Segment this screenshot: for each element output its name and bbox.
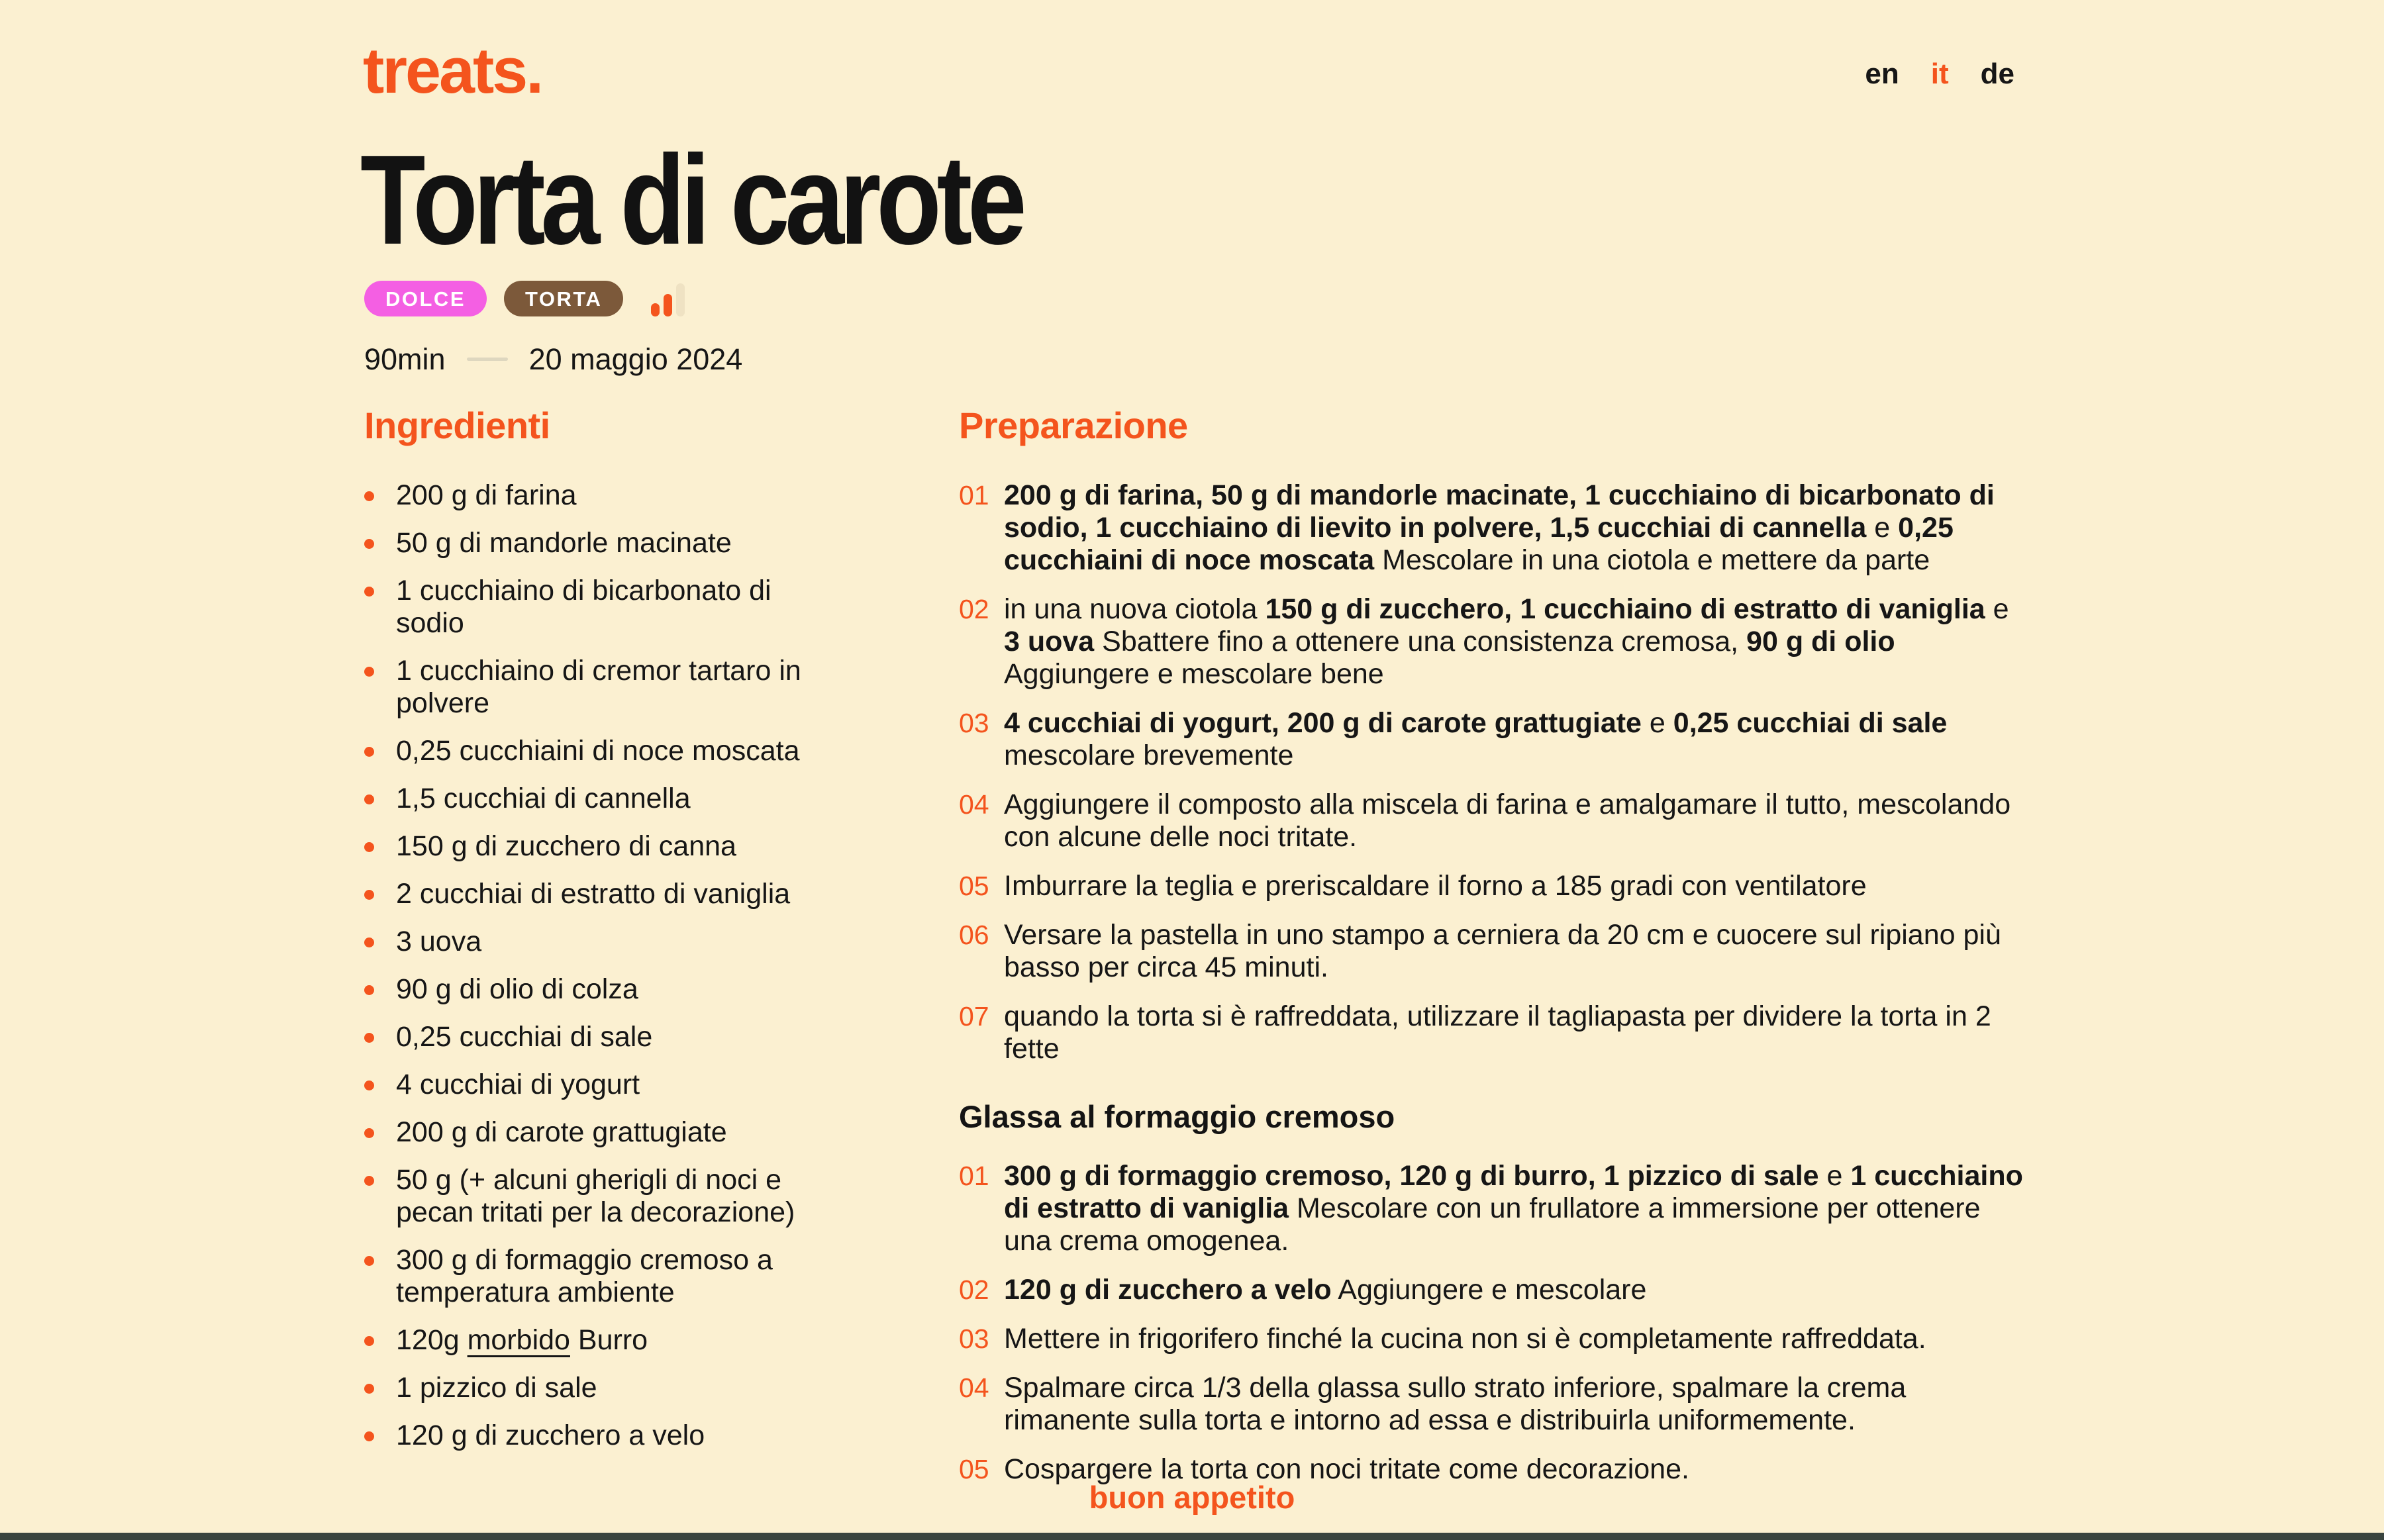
ingredient-text: 200 g di farina — [396, 479, 577, 512]
ingredient-item — [364, 926, 858, 958]
bullet-icon — [364, 1033, 374, 1043]
tag-pill-torta[interactable]: TORTA — [504, 281, 623, 316]
step-item — [959, 1323, 2028, 1355]
preparation-heading: Preparazione — [959, 405, 1188, 446]
ingredients-list — [364, 479, 858, 1452]
difficulty-indicator — [651, 283, 685, 316]
step-text: Cospargere la torta con noci tritate come decorazione. — [1004, 1453, 1689, 1486]
bullet-icon — [364, 1384, 374, 1394]
step-text: 120 g di zucchero a velo Aggiungere e mescolare — [1004, 1274, 1647, 1306]
bullet-icon — [364, 667, 374, 677]
ingredient-text: 150 g di zucchero di canna — [396, 830, 736, 863]
tag-row — [364, 281, 685, 316]
step-number: 03 — [959, 1323, 989, 1355]
ingredient-text: 200 g di carote grattugiate — [396, 1116, 727, 1149]
step-text: 300 g di formaggio cremoso, 120 g di burro, 1 pizzico di sale e 1 cucchiaino di estratto di vaniglia Mescolare con un frullatore a immersione per ottenere una crema omogenea. — [1004, 1160, 2023, 1257]
site-logo[interactable]: treats. — [363, 34, 542, 107]
step-number: 02 — [959, 594, 989, 625]
ingredient-text: 120 g di zucchero a velo — [396, 1420, 705, 1452]
bullet-icon — [364, 1431, 374, 1441]
ingredient-item — [364, 1069, 858, 1101]
bullet-icon — [364, 1256, 374, 1266]
ingredients-heading: Ingredienti — [364, 405, 550, 446]
step-text: Aggiungere il composto alla miscela di farina e amalgamare il tutto, mescolando con alcune delle noci tritate. — [1004, 789, 2011, 853]
ingredient-text: 120g morbido Burro — [396, 1324, 648, 1357]
ingredient-item — [364, 830, 858, 863]
step-number: 06 — [959, 920, 989, 951]
recipe-date: 20 maggio 2024 — [528, 342, 743, 376]
step-text: in una nuova ciotola 150 g di zucchero, 1 cucchiaino di estratto di vaniglia e 3 uova Sbattere fino a ottenere una consistenza cremosa, 90 g di olio Aggiungere e mescolare bene — [1004, 593, 2009, 691]
ingredient-text: 300 g di formaggio cremoso a temperatura ambiente — [396, 1244, 773, 1309]
step-item — [959, 707, 2028, 772]
ingredient-item — [364, 1021, 858, 1053]
bullet-icon — [364, 1176, 374, 1186]
step-text: 200 g di farina, 50 g di mandorle macinate, 1 cucchiaino di bicarbonato di sodio, 1 cucchiaino di lievito in polvere, 1,5 cucchiai di cannella e 0,25 cucchiaini di noce moscata Mescolare in una ciotola e mettere da parte — [1004, 479, 1995, 577]
step-text: 4 cucchiai di yogurt, 200 g di carote grattugiate e 0,25 cucchiai di sale mescolare brevemente — [1004, 707, 1948, 772]
language-option-en[interactable]: en — [1865, 58, 1899, 90]
bullet-icon — [364, 938, 374, 947]
frosting-steps — [959, 1160, 2028, 1486]
step-number: 05 — [959, 871, 989, 902]
step-number: 03 — [959, 708, 989, 739]
step-number: 02 — [959, 1275, 989, 1306]
bottom-edge-bar — [0, 1533, 2384, 1540]
ingredient-text: 4 cucchiai di yogurt — [396, 1069, 640, 1101]
ingredient-text: 0,25 cucchiai di sale — [396, 1021, 653, 1053]
ingredient-text: 2 cucchiai di estratto di vaniglia — [396, 878, 791, 910]
step-item — [959, 789, 2028, 853]
step-item — [959, 1274, 2028, 1306]
step-item — [959, 593, 2028, 691]
step-number: 05 — [959, 1454, 989, 1485]
step-text: Versare la pastella in uno stampo a cerniera da 20 cm e cuocere sul ripiano più basso per circa 45 minuti. — [1004, 919, 2001, 984]
bullet-icon — [364, 842, 374, 852]
meta-divider — [467, 358, 508, 361]
ingredient-text: 0,25 cucchiaini di noce moscata — [396, 735, 800, 767]
step-item — [959, 1160, 2028, 1257]
ingredient-item — [364, 1372, 858, 1404]
ingredient-text: 90 g di olio di colza — [396, 973, 638, 1006]
ingredient-item — [364, 527, 858, 559]
difficulty-bar-icon — [664, 294, 672, 316]
bullet-icon — [364, 747, 374, 757]
tag-list — [364, 281, 623, 316]
ingredient-text: 1 cucchiaino di bicarbonato di sodio — [396, 575, 771, 640]
bullet-icon — [364, 985, 374, 995]
ingredient-item — [364, 735, 858, 767]
step-text: Mettere in frigorifero finché la cucina non si è completamente raffreddata. — [1004, 1323, 1926, 1355]
step-item — [959, 870, 2028, 902]
bullet-icon — [364, 794, 374, 804]
ingredient-item — [364, 1420, 858, 1452]
tag-pill-dolce[interactable]: DOLCE — [364, 281, 487, 316]
ingredient-item — [364, 479, 858, 512]
bullet-icon — [364, 539, 374, 549]
bullet-icon — [364, 1081, 374, 1090]
ingredient-item — [364, 575, 858, 640]
ingredient-text: 1 cucchiaino di cremor tartaro in polvere — [396, 655, 801, 720]
language-option-it[interactable]: it — [1930, 58, 1949, 90]
ingredient-item — [364, 1164, 858, 1229]
meta-row — [364, 344, 742, 374]
step-number: 01 — [959, 480, 989, 511]
bullet-icon — [364, 1128, 374, 1138]
ingredient-item — [364, 1116, 858, 1149]
ingredient-text: 50 g (+ alcuni gherigli di noci e pecan tritati per la decorazione) — [396, 1164, 795, 1229]
ingredient-text: 1 pizzico di sale — [396, 1372, 597, 1404]
bullet-icon — [364, 491, 374, 501]
preparation-steps — [959, 479, 2028, 1065]
bullet-icon — [364, 890, 374, 900]
step-item — [959, 479, 2028, 577]
bullet-icon — [364, 1336, 374, 1346]
language-switcher — [1865, 60, 2014, 89]
preparation-section — [959, 404, 2028, 1502]
step-text: Imburrare la teglia e preriscaldare il forno a 185 gradi con ventilatore — [1004, 870, 1867, 902]
step-item — [959, 919, 2028, 984]
ingredient-item — [364, 783, 858, 815]
step-number: 01 — [959, 1161, 989, 1192]
ingredients-section — [364, 404, 858, 1467]
ingredient-text: 50 g di mandorle macinate — [396, 527, 732, 559]
ingredient-item — [364, 1244, 858, 1309]
footer-message: buon appetito — [1089, 1480, 1295, 1515]
difficulty-bar-icon — [651, 303, 660, 316]
bullet-icon — [364, 587, 374, 597]
ingredient-item — [364, 1324, 858, 1357]
ingredient-text: 3 uova — [396, 926, 482, 958]
step-item — [959, 1372, 2028, 1437]
recipe-title: Torta di carote — [360, 128, 1022, 271]
step-text: Spalmare circa 1/3 della glassa sullo strato inferiore, spalmare la crema rimanente sulla torta e intorno ad essa e distribuirla uniformemente. — [1004, 1372, 1907, 1437]
step-item — [959, 1000, 2028, 1065]
step-number: 04 — [959, 789, 989, 820]
ingredient-item — [364, 878, 858, 910]
frosting-heading: Glassa al formaggio cremoso — [959, 1099, 1395, 1135]
step-text: quando la torta si è raffreddata, utilizzare il tagliapasta per dividere la torta in 2 fette — [1004, 1000, 1991, 1065]
ingredient-text: 1,5 cucchiai di cannella — [396, 783, 691, 815]
ingredient-item — [364, 655, 858, 720]
ingredient-item — [364, 973, 858, 1006]
language-option-de[interactable]: de — [1980, 58, 2014, 90]
step-number: 04 — [959, 1372, 989, 1404]
difficulty-bar-icon — [676, 283, 685, 316]
prep-time: 90min — [364, 342, 446, 376]
step-number: 07 — [959, 1001, 989, 1032]
